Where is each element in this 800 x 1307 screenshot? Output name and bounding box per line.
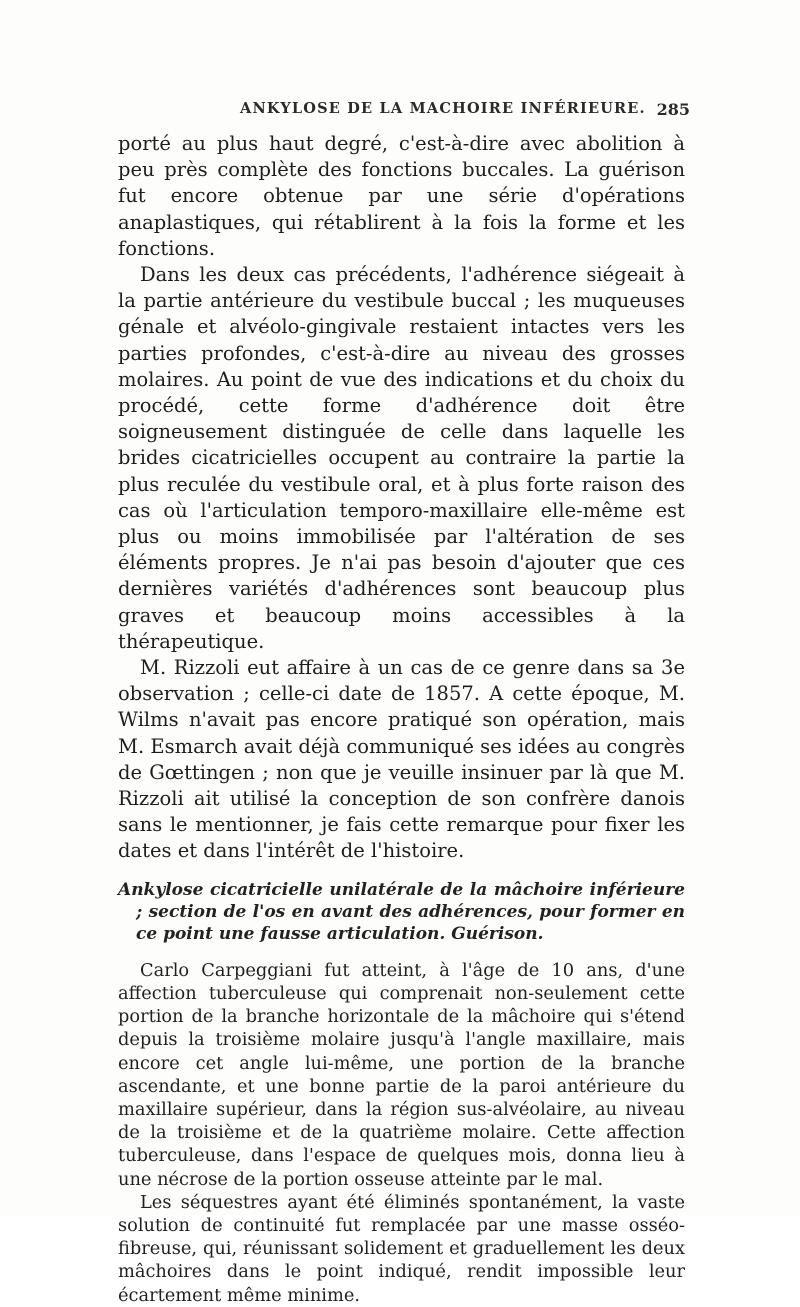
paragraph-rizzoli: M. Rizzoli eut affaire à un cas de ce genre dans sa 3e observation ; celle-ci date de 1857. A cette époque, M. Wilms n'avait pas encore pratiqué son opération, mais M. Esmarch avait déjà communiqué ses idées au congrès de Gœttingen ; non que je veuille insinuer par là que M. Rizzoli ait utilisé la conception de son confrère danois sans le mentionner, je fais cette remarque pour fixer les dates et dans l'intérêt de l'histoire. — [118, 656, 685, 863]
page-number: 285 — [656, 100, 690, 119]
page-header — [120, 100, 690, 122]
case-paragraph-1: Carlo Carpeggiani fut atteint, à l'âge de 10 ans, d'une affection tuberculeuse qui comprenait non-seulement cette portion de la branche horizontale de la mâchoire qui s'étend depuis la troisième molaire jusqu'à l'angle maxillaire, mais encore cet angle lui-même, une portion de la branche ascendante, et une bonne partie de la paroi antérieure du maxillaire supérieur, dans la région sus-alvéolaire, au niveau de la troisième et de la quatrième molaire. Cette affection tuberculeuse, dans l'espace de quelques mois, donna lieu à une nécrose de la portion osseuse atteinte par le mal. — [118, 959, 685, 1190]
case-paragraph-2: Les séquestres ayant été éliminés spontanément, la vaste solution de continuité fut remplacée par une masse osséo-fibreuse, qui, réunissant solidement et graduellement les deux mâchoires dans le point indiqué, rendit impossible leur écartement même minime. — [118, 1191, 685, 1306]
section-heading: Ankylose cicatricielle unilatérale de la mâchoire inférieure ; section de l'os en avant des adhérences, pour former en ce point une fausse articulation. Guérison. — [118, 879, 685, 944]
paragraph-adherence: Dans les deux cas précédents, l'adhérence siégeait à la partie antérieure du vestibule buccal ; les muqueuses génale et alvéolo-gingivale restaient intactes vers les parties profondes, c'est-à-dire au niveau des grosses molaires. Au point de vue des indications et du choix du procédé, cette forme d'adhérence doit être soigneusement distinguée de celle dans laquelle les brides cicatricielles occupent au contraire la partie la plus reculée du vestibule oral, et à plus forte raison des cas où l'articulation temporo-maxillaire elle-même est plus ou moins immobilisée par l'altération de ses éléments propres. Je n'ai pas besoin d'ajouter que ces dernières variétés d'adhérences sont beaucoup plus graves et beaucoup moins accessibles à la thérapeutique. — [118, 263, 685, 653]
body-text — [118, 131, 685, 1307]
running-head: ANKYLOSE DE LA MACHOIRE INFÉRIEURE. — [240, 100, 646, 117]
paragraph-continuation: porté au plus haut degré, c'est-à-dire avec abolition à peu près complète des fonctions buccales. La guérison fut encore obtenue par une série d'opérations anaplastiques, qui rétablirent à la fois la forme et les fonctions. — [118, 132, 685, 260]
